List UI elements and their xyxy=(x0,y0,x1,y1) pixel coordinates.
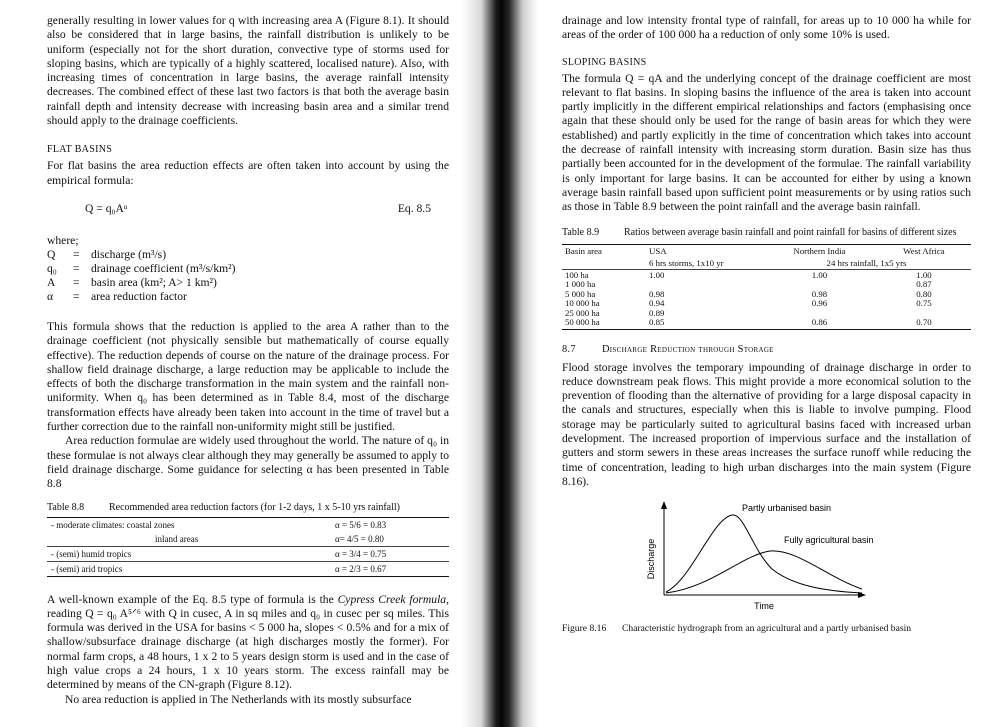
table-title: Recommended area reduction factors (for 1-2 days, 1 x 5-10 yrs rainfall) xyxy=(109,501,401,513)
table-number: Table 8.9 xyxy=(562,226,600,238)
paragraph: drainage and low intensity frontal type of rainfall, for areas up to 10 000 ha while for areas of the order of 100 000 ha a reduction of only some 10% is used. xyxy=(562,14,971,42)
table-body-row: 100 ha 1 000 ha 5 000 ha 10 000 ha 25 000 ha 50 000 ha 1.00 0.98 0.94 0.89 0.85 1.00 0.98 0.96 0.86 1.00 0.87 0.80 0.75 0.70 xyxy=(565,269,932,328)
paragraph: Flood storage involves the temporary impounding of drainage discharge in order to reduce downstream peak flows. This might provide a more economical solution to the prevention of flooding than the alternative of providing for a large disposal capacity in the canals and structures, especially when this is liable to involve pumping. Flood storage may be particularly suited to agricultural basins faced with increased urban development. The increased proportion of impervious surface and the installation of gutters and storm sewers in these areas increases the surface runoff while reducing the time of concentration, leading to high urban discharges into the main system (Figure 8.16). xyxy=(562,360,971,488)
urbanised-label: Partly urbanised basin xyxy=(742,503,832,514)
equation-formula: Q = q₀Aᵅ xyxy=(85,201,128,215)
where-label: where; xyxy=(47,233,79,247)
table-subheader-row: 6 hrs storms, 1x10 yr 24 hrs rainfall, 1x5 yrs xyxy=(562,257,971,270)
table-title: Ratios between average basin rainfall and point rainfall for basins of different sizes xyxy=(624,226,957,238)
x-axis-label: Time xyxy=(754,601,774,612)
right-page xyxy=(535,0,1000,727)
table-header-row: Basin area USA Northern India West Africa xyxy=(565,245,945,256)
paragraph: generally resulting in lower values for q with increasing area A (Figure 8.1). It should also be considered that in large basins, the rainfall distribution is unlikely to be uniform (especially not for the short duration, convective type of storms used for sloping basins, which are typically of a highly scattered, localised nature). Also, with increasing times of concentration in large basins, the average rainfall intensity decreases. The combined effect of these last two factors is that both the average basin rainfall depth and intensity decrease with increasing basin area and a similar trend should apply to the drainage coefficients. xyxy=(47,14,449,128)
section-heading-flat-basins: FLAT BASINS xyxy=(47,144,113,156)
paragraph: Area reduction formulae are widely used throughout the world. The nature of q₀ in these formulae is not always clear although they may generally be assumed to apply to field drainage discharge. Some guidance for selecting α has been presented in Table 8.8 xyxy=(47,434,449,491)
y-axis-label: Discharge xyxy=(646,538,656,580)
book-gutter xyxy=(462,0,538,727)
table-8-9 xyxy=(562,244,971,330)
y-axis-arrow xyxy=(661,501,667,509)
section-heading-sloping-basins: SLOPING BASINS xyxy=(562,56,647,68)
table-8-8-caption xyxy=(47,502,449,513)
figure-caption xyxy=(562,623,971,634)
where-row: Q = discharge (m³/s) xyxy=(47,247,167,261)
hydrograph-chart xyxy=(562,499,971,619)
table-number: Table 8.8 xyxy=(47,501,85,513)
paragraph: This formula shows that the reduction is applied to the area A rather than to the drainage coefficient (not physically sensible but mathematically of course equally effective). The reduction depends of course on the nature of the drainage process. For shallow field drainage discharge, a large reduction may be applicable to include the effects of both the discharge transformation in the main system and the rainfall non-uniformity. When q₀ has been determined as in Table 8.4, most of the discharge transformation effects have already been taken into account in the time of travel but a further correction due to the rainfall non-uniformity might still be justified. xyxy=(47,319,449,434)
table-8-9-caption xyxy=(562,227,971,238)
paragraph: The formula Q = qA and the underlying concept of the drainage coefficient are most relevant to flat basins. In sloping basins the influence of the area is taken into account partly implicitly in the different empirical relationships and factors (emphasising once again that these should only be used for the range of basin areas for which they were established) and partly explicitly in the time of concentration which takes into account the decrease of rainfall intensity with increasing storm duration. Basin size has thus partially been accounted for in the development of the formulae. The rainfall variability is only important for large basins. It can be accounted for either by using a known average basin rainfall based upon sufficient point measurements or by using ratios such as those in Table 8.9 between the point rainfall and the average basin rainfall. xyxy=(562,71,971,214)
figure-caption-text: Characteristic hydrograph from an agricultural and a partly urbanised basin xyxy=(622,623,912,635)
left-page xyxy=(0,0,470,727)
table-row: inland areas α= 4/5 = 0.80 xyxy=(47,532,449,547)
section-heading-8-7: 8.7 Discharge Reduction through Storage xyxy=(562,343,774,355)
where-row: A = basin area (km²; A> 1 km²) xyxy=(47,275,217,289)
where-row: q₀ = drainage coefficient (m³/s/km²) xyxy=(47,261,236,275)
figure-8-16 xyxy=(562,499,971,619)
where-list xyxy=(47,234,449,304)
paragraph: A well-known example of the Eq. 8.5 type of formula is the Cypress Creek formula, reading Q = q₀ A⁵ᐟ⁶ with Q in cusec, A in sq miles and q₀ in cusec per sq miles. This formula was derived in the USA for basins < 5 000 ha, slopes < 0.5% and for a mix of shallow/subsurface drainage discharge (at high discharges mostly the former). For normal farm crops, a 48 hours, 1 x 2 to 5 years design storm is used and in the case of high value crops a 24 hours, 1 x 10 years storm. The excess rainfall may be determined by means of the CN-graph (Figure 8.12). xyxy=(47,592,449,692)
agricultural-curve xyxy=(666,551,862,593)
table-row: - (semi) arid tropics α = 2/3 = 0.67 xyxy=(51,563,387,574)
table-row: - moderate climates: coastal zones α = 5/6 = 0.83 xyxy=(51,519,387,530)
agricultural-label: Fully agricultural basin xyxy=(784,535,874,546)
equation-8-5 xyxy=(47,202,449,220)
table-8-8 xyxy=(47,517,449,577)
where-row: α = area reduction factor xyxy=(47,289,187,303)
table-row: - (semi) humid tropics α = 3/4 = 0.75 xyxy=(47,546,449,561)
paragraph: No area reduction is applied in The Netherlands with its mostly subsurface xyxy=(65,692,412,706)
equation-number: Eq. 8.5 xyxy=(397,201,431,215)
figure-number: Figure 8.16 xyxy=(562,623,607,635)
urbanised-curve xyxy=(666,515,862,593)
paragraph: For flat basins the area reduction effects are often taken into account by using the empirical formula: xyxy=(47,159,449,187)
